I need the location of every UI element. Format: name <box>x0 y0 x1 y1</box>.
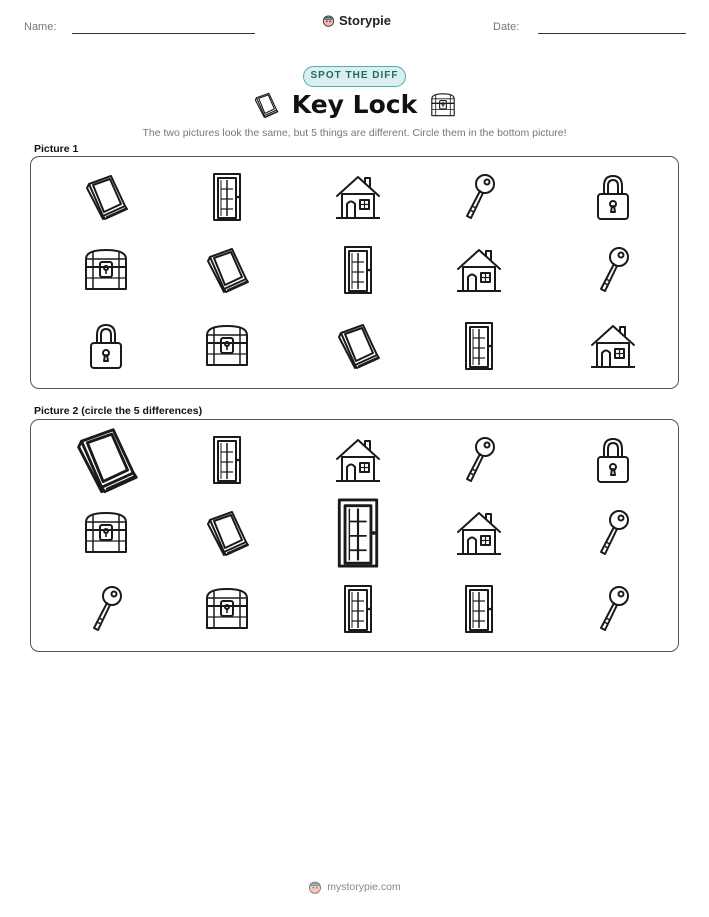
treasure-chest-icon <box>202 321 252 371</box>
house-icon <box>454 245 504 295</box>
book-icon <box>202 245 252 295</box>
house-icon <box>454 508 504 558</box>
grid-cell[interactable] <box>439 420 519 500</box>
door-icon <box>454 584 504 634</box>
house-icon <box>333 435 383 485</box>
key-icon <box>588 584 638 634</box>
door-icon <box>333 245 383 295</box>
grid-cell[interactable] <box>318 420 398 500</box>
grid-cell[interactable] <box>573 420 653 500</box>
key-icon <box>454 435 504 485</box>
padlock-icon <box>588 172 638 222</box>
grid-cell <box>318 157 398 237</box>
storypie-mascot-icon <box>322 14 335 27</box>
house-icon <box>333 172 383 222</box>
grid-cell[interactable] <box>318 569 398 649</box>
grid-cell <box>187 230 267 310</box>
grid-cell[interactable] <box>439 493 519 573</box>
picture-1-panel <box>30 156 679 389</box>
book-icon <box>81 172 131 222</box>
house-icon <box>588 321 638 371</box>
grid-cell[interactable] <box>187 569 267 649</box>
grid-cell <box>66 306 146 386</box>
name-label: Name: <box>24 21 57 33</box>
grid-cell <box>66 230 146 310</box>
book-icon <box>70 424 142 496</box>
activity-badge: SPOT THE DIFF <box>303 66 406 87</box>
grid-cell <box>439 230 519 310</box>
date-field[interactable] <box>538 33 686 34</box>
book-icon <box>252 91 280 119</box>
grid-cell[interactable] <box>439 569 519 649</box>
grid-cell <box>187 306 267 386</box>
treasure-chest-icon <box>429 91 457 119</box>
grid-cell <box>318 230 398 310</box>
brand-name: Storypie <box>339 13 392 28</box>
door-icon <box>454 321 504 371</box>
grid-cell[interactable] <box>573 493 653 573</box>
grid-cell <box>66 157 146 237</box>
grid-cell <box>439 306 519 386</box>
book-icon <box>252 91 280 119</box>
treasure-chest-icon <box>429 91 457 119</box>
picture-1-label: Picture 1 <box>34 143 79 155</box>
storypie-mascot-icon <box>308 880 322 894</box>
grid-cell <box>187 157 267 237</box>
treasure-chest-icon <box>81 245 131 295</box>
key-icon <box>81 584 131 634</box>
grid-cell <box>573 306 653 386</box>
grid-cell[interactable] <box>66 493 146 573</box>
padlock-icon <box>588 435 638 485</box>
name-field[interactable] <box>72 33 255 34</box>
instructions: The two pictures look the same, but 5 things are different. Circle them in the bottom picture! <box>142 127 567 139</box>
grid-cell <box>573 230 653 310</box>
door-icon <box>333 584 383 634</box>
picture-2-label: Picture 2 (circle the 5 differences) <box>34 405 203 417</box>
door-icon <box>202 435 252 485</box>
grid-cell <box>573 157 653 237</box>
picture-2-panel[interactable] <box>30 419 679 652</box>
key-icon <box>588 508 638 558</box>
grid-cell[interactable] <box>318 493 398 573</box>
grid-cell <box>439 157 519 237</box>
grid-cell[interactable] <box>66 569 146 649</box>
book-icon <box>202 508 252 558</box>
book-icon <box>333 321 383 371</box>
title-row <box>0 90 709 119</box>
padlock-icon <box>81 321 131 371</box>
treasure-chest-icon <box>202 584 252 634</box>
page-title: Key Lock <box>291 90 418 119</box>
grid-cell <box>318 306 398 386</box>
key-icon <box>454 172 504 222</box>
door-icon <box>202 172 252 222</box>
grid-cell[interactable] <box>66 420 146 500</box>
brand-logo <box>322 13 391 28</box>
key-icon <box>588 245 638 295</box>
grid-cell[interactable] <box>573 569 653 649</box>
footer-url[interactable]: mystorypie.com <box>327 881 401 893</box>
door-icon <box>322 497 394 569</box>
grid-cell[interactable] <box>187 420 267 500</box>
footer <box>0 880 709 894</box>
treasure-chest-icon <box>81 508 131 558</box>
grid-cell[interactable] <box>187 493 267 573</box>
date-label: Date: <box>493 21 520 33</box>
